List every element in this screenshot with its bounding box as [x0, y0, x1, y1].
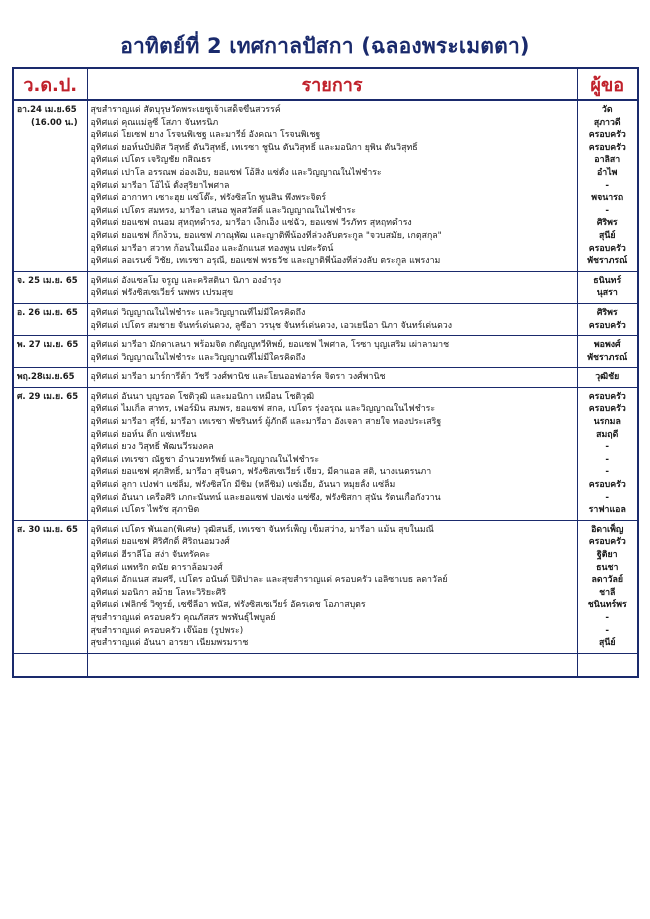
- intention-line: อุทิศแด่ มารีอา โอ้ไน้ ตั้งสุริยาไพศาล: [90, 180, 230, 191]
- requester-name: สุนีย์: [598, 638, 616, 649]
- requester-cell: [577, 100, 638, 271]
- requester-name: ลดาวัลย์: [591, 575, 624, 586]
- intention-line: อุทิศแด่ เฟลิกซ์ วิฑูรย์, เซซีลีอา พนัส, ฟรังซิสเซเวียร์ อัครเดช โอภาสบุตร: [90, 600, 366, 611]
- date-label: อา.24 เม.ย.65: [17, 105, 77, 115]
- intention-line: สุขสำราญแด่ อันนา อารยา เนียมพรมราช: [90, 638, 249, 649]
- date-label: จ. 25 เม.ย. 65: [17, 275, 78, 286]
- requester-name: ธนินทร์: [593, 275, 622, 286]
- table-row: [13, 303, 638, 335]
- date-cell: [13, 368, 87, 388]
- intention-list-cell: [87, 303, 577, 335]
- requester-name: ครอบครัว: [588, 537, 626, 548]
- intention-line: อุทิศแด่ อังแซลโม จรูญ และคริสตินา นิภา องอำรุง: [90, 275, 282, 286]
- mass-intentions-table: [12, 67, 639, 678]
- date-cell: [13, 336, 87, 368]
- intention-line: อุทิศแด่ เปโตร สมทรง, มารีอา เสนอ พูลสวัสดิ์ และวิญญาณในไฟชำระ: [90, 205, 356, 216]
- intention-line: อุทิศแด่ ลูกา เปงฟา แซ่ลิ้ม, ฟรังซิสโก มีชิม (หลีชิม) แซ่เอี้ย, อันนา หมุยลั้ง แซ่ลิ้ม: [90, 480, 396, 491]
- intention-line: อุทิศแด่ โยเซฟ ยาง โรจนพิเชฐ และมารีย์ อังคณา โรจนพิเชฐ: [90, 130, 321, 141]
- requester-name: ฐิติยา: [596, 550, 618, 560]
- requester-name: พจนารถ: [591, 193, 624, 204]
- intention-list-cell: [87, 100, 577, 271]
- requester-name: ราฟาแอล: [588, 505, 626, 516]
- intention-line: อุทิศแด่ อันนา เครือศิริ เภกะนันทน์ และยอแซฟ ปอเซ่ง แซ่ซึง, ฟรังซิสกา สุนัน รัตนเกื้อกังวาน: [90, 492, 441, 503]
- requester-name: -: [605, 180, 610, 191]
- intention-line: สุขสำราญแด่ ครอบครัว เจ๊น้อย (รูปพระ): [90, 625, 244, 636]
- intention-line: อุทิศแด่ เปโตร สมชาย จันทร์เด่นดวง, ลูซีอา วรนุช จันทร์เด่นดวง, เอวเยนีอา นิภา จันทร์เด่นดวง: [90, 320, 453, 331]
- table-row: [13, 271, 638, 303]
- intention-line: อุทิศแด่ มารีอา มักดาเลนา พร้อมจิต กตัญญูทวีทิพย์, ยอแซฟ ไพศาล, โรซา บุญเสริม เผ่าลามาช: [90, 340, 450, 351]
- intention-line: อุทิศแด่ ฮีราลีโอ สง่า จันทรัคคะ: [90, 550, 211, 560]
- requester-name: -: [605, 442, 610, 453]
- intention-line: อุทิศแด่ ฟรังซิสเซเวียร์ นพพร เปรมสุข: [90, 288, 234, 299]
- intention-line: อุทิศแด่ อันนา บุญรอด โชติวุฒิ และมอนิกา เหมือน โชติวุฒิ: [90, 391, 315, 402]
- intention-line: อุทิศแด่ มารีอา สวาท ก้อนในเมือง และอักแนส ทองพูน เปศะรัตน์: [90, 243, 334, 254]
- intention-line: อุทิศแด่ ไมเกิ้ล สาทร, เฟอร์มิน สมพร, ยอแซฟ สกล, เปโตร รุ่งอรุณ และวิญญาณในไฟชำระ: [90, 404, 436, 415]
- date-cell: [13, 271, 87, 303]
- empty-cell: [13, 653, 87, 677]
- intention-line: อุทิศแด่ ยอแซฟ ถนอม สุหฤทดำรง, มารีอา เง็กเอ็ง แซ่ฉั่ว, ยอแซฟ วีรภัทร สุหฤทดำรง: [90, 218, 412, 229]
- intention-line: อุทิศแด่ วิญญาณในไฟชำระ และวิญญาณที่ไม่มีใครคิดถึง: [90, 307, 306, 318]
- requester-name: สุนีย์: [598, 230, 616, 241]
- requester-name: ศิริพร: [596, 307, 618, 318]
- requester-name: พอพงศ์: [593, 340, 621, 351]
- intention-line: อุทิศแด่ เปโตร พันเอก(พิเศษ) วุฒิสนธิ์, เทเรซา จันทร์เพ็ญ เข็มสว่าง, มารีอา แม้น สุขในมณี: [90, 524, 434, 535]
- requester-cell: [577, 271, 638, 303]
- intention-line: อุทิศแด่ อากาทา เซาะฮุย แซ่โต๊ะ, ฟรังซิสโก พูนสิน พึ่งพระจิตร์: [90, 193, 327, 204]
- requester-name: -: [605, 205, 610, 216]
- intention-line: อุทิศแด่ ยอแซฟ ศิริศักดิ์ ศิริถนอมวงศ์: [90, 537, 230, 548]
- table-body: [13, 100, 638, 677]
- intention-line: อุทิศแด่ มอนิกา ลม้าย โลหะวิริยะศิริ: [90, 587, 227, 598]
- requester-name: -: [605, 492, 610, 503]
- header-items: รายการ: [87, 68, 577, 100]
- requester-name: ครอบครัว: [588, 320, 626, 331]
- table-row: [13, 100, 638, 271]
- page-title: อาทิตย์ที่ 2 เทศกาลปัสกา (ฉลองพระเมตตา): [120, 34, 530, 58]
- requester-name: ครอบครัว: [588, 391, 626, 402]
- intention-line: อุทิศแด่ มารีอา สุรีย์, มารีอา เทเรซา พัชรินทร์ ผู้ภักดี และมารีอา อังเจลา สายใจ ทองประเสริฐ: [90, 417, 442, 428]
- header-date: ว.ด.ป.: [13, 68, 87, 100]
- requester-cell: [577, 368, 638, 388]
- requester-name: อำไพ: [597, 167, 618, 178]
- date-cell: [13, 100, 87, 271]
- requester-cell: [577, 387, 638, 520]
- table-row: [13, 520, 638, 653]
- requester-name: พัชราภรณ์: [587, 256, 628, 267]
- date-time-label: (16.00 น.): [31, 117, 78, 128]
- intention-list-cell: [87, 387, 577, 520]
- intention-line: อุทิศแด่ ยอแซฟ ศุภสิทธิ์, มารีอา สุจินดา, ฟรังซิสเซเวียร์ เจียว, มีคาแอล สติ, นางเนตรนภา: [90, 467, 432, 478]
- intention-line: สุขสำราญแด่ สัตบุรุษวัดพระเยซูเจ้าเสด็จขึ้นสวรรค์: [90, 105, 281, 115]
- requester-cell: [577, 303, 638, 335]
- intention-line: อุทิศแด่ แพทริก ดนัย ดาราล้อมวงศ์: [90, 562, 223, 573]
- requester-name: ชนินทร์พร: [587, 600, 627, 611]
- requester-name: -: [605, 467, 610, 478]
- date-cell: [13, 387, 87, 520]
- intention-line: สุขสำราญแด่ ครอบครัว คุณภัสสร พรพันธุ์ไพบูลย์: [90, 612, 276, 623]
- requester-name: ครอบครัว: [588, 480, 626, 491]
- intention-line: อุทิศแด่ เปโตร ไพรัช สุภาษิต: [90, 505, 200, 516]
- intention-line: อุทิศแด่ ยวง วิสุทธิ์ พัฒนวีรมงคล: [90, 442, 214, 453]
- intention-line: อุทิศแด่ มารีอา มาร์การีต้า วัชรี วงศ์พานิช และโยนออฟอาร์ค จิตรา วงศ์พานิช: [90, 372, 386, 383]
- intention-line: อุทิศแด่ เทเรซา ณัฐชา อำนวยทรัพย์ และวิญญาณในไฟชำระ: [90, 454, 320, 465]
- requester-name: วุฒิชัย: [595, 372, 620, 383]
- intention-list-cell: [87, 336, 577, 368]
- requester-name: -: [605, 625, 610, 636]
- intention-line: อุทิศแด่ คุณแม่ลูซี่ โสภา จันทรนิภ: [90, 117, 219, 128]
- requester-cell: [577, 336, 638, 368]
- requester-name: ศิริพร: [596, 218, 618, 229]
- intention-line: อุทิศแด่ เปโตร เจริญชัย กสิณธร: [90, 155, 212, 166]
- intention-line: อุทิศแด่ ยอห์นบัปติส วิสุทธิ์ ตันวิสุทธิ์, เทเรซา ชูนิน ตันวิสุทธิ์ และมอนิกา ยุพิน ตันวิสุทธิ์: [90, 142, 418, 153]
- requester-name: ครอบครัว: [588, 243, 626, 254]
- empty-cell: [577, 653, 638, 677]
- intention-list-cell: [87, 271, 577, 303]
- requester-cell: [577, 520, 638, 653]
- requester-name: อาลิสา: [594, 155, 621, 166]
- intention-list-cell: [87, 368, 577, 388]
- requester-name: -: [605, 612, 610, 623]
- table-header-row: [13, 68, 638, 100]
- intention-line: อุทิศแด่ ยอแซฟ กิ๊กง้วน, ยอแซฟ ภาณุพัฒ และญาติพี่น้องที่ล่วงลับตระกูล "จวบสมัย, เกตุสกุล": [90, 230, 442, 241]
- intention-line: อุทิศแด่ ยอห์น ติ๊ก แซ่เหรียน: [90, 429, 197, 440]
- requester-name: สมฤดี: [596, 429, 619, 440]
- date-label: ศ. 29 เม.ย. 65: [17, 391, 79, 402]
- table-row: [13, 387, 638, 520]
- header-requester: ผู้ขอ: [577, 68, 638, 100]
- requester-name: พัชราภรณ์: [587, 352, 628, 363]
- date-cell: [13, 303, 87, 335]
- table-row: [13, 368, 638, 388]
- requester-name: สุภาวดี: [593, 117, 621, 128]
- empty-cell: [87, 653, 577, 677]
- requester-name: ธนชา: [596, 562, 619, 573]
- intention-line: อุทิศแด่ วิญญาณในไฟชำระ และวิญญาณที่ไม่มีใครคิดถึง: [90, 352, 306, 363]
- requester-name: นรกมล: [593, 417, 621, 428]
- table-empty-row: [13, 653, 638, 677]
- date-label: อ. 26 เม.ย. 65: [17, 307, 78, 318]
- intention-line: อุทิศแด่ อักแนส สมศรี, เปโตร อนันต์ ปิติปาละ และสุขสำราญแด่ ครอบครัว เอลิซาเบธ ลดาวัลย์: [90, 575, 448, 586]
- date-label: พฤ.28เม.ย.65: [17, 372, 75, 383]
- date-cell: [13, 520, 87, 653]
- requester-name: ครอบครัว: [588, 404, 626, 415]
- intention-line: อุทิศแด่ เปาโล อรรณพ อ่องเอิบ, ยอแซฟ โอ้สิ่ง แซ่ตั้ง และวิญญาณในไฟชำระ: [90, 167, 382, 178]
- requester-name: อิดาเพ็ญ: [591, 524, 624, 535]
- date-label: ส. 30 เม.ย. 65: [17, 524, 78, 535]
- intention-list-cell: [87, 520, 577, 653]
- requester-name: ครอบครัว: [588, 142, 626, 153]
- requester-name: นุสรา: [596, 288, 618, 299]
- requester-name: ครอบครัว: [588, 130, 626, 141]
- table-row: [13, 336, 638, 368]
- requester-name: ชาลี: [599, 587, 616, 598]
- requester-name: -: [605, 454, 610, 465]
- requester-name: วัด: [601, 105, 613, 115]
- date-label: พ. 27 เม.ย. 65: [17, 340, 79, 351]
- intention-line: อุทิศแด่ ลอเรนซ์ วิชัย, เทเรซา อรุณี, ยอแซฟ พรธวัช และญาติพี่น้องที่ล่วงลับ ตระกูล แพรงาม: [90, 256, 441, 267]
